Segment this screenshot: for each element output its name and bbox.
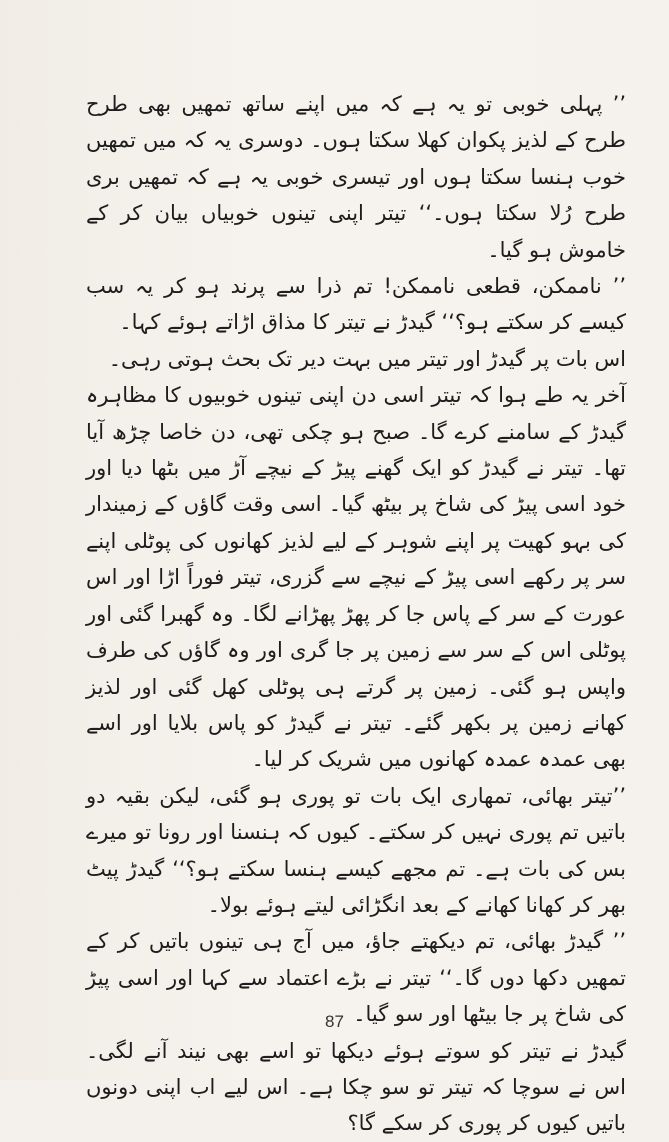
paragraph-4: آخر یہ طے ہوا کہ تیتر اسی دن اپنی تینوں خوبیوں کا مظاہرہ گیدڑ کے سامنے کرے گا۔ صبح ہو چکی تھی، دن خاصا چڑھ آیا تھا۔ تیتر نے گیدڑ کو ایک گھنے پیڑ کے نیچے آڑ میں بٹھا دیا اور خود اسی پیڑ کی شاخ پر بیٹھ گیا۔ اسی وقت گاؤں کے زمیندار کی بہو کھیت پر اپنے شوہر کے لیے لذیز کھانوں کی پوٹلی اپنے سر پر رکھے اسی پیڑ کے نیچے سے گزری، تیتر فوراً اڑا اور اس عورت کے سر کے پاس جا کر پھڑ پھڑانے لگا۔ وہ گھبرا گئی اور پوٹلی اس کے سر سے زمین پر جا گری اور وہ گاؤں کی طرف واپس ہو گئی۔ زمین پر گرتے ہی پوٹلی کھل گئی اور لذیز کھانے زمین پر بکھر گئے۔ تیتر نے گیدڑ کو پاس بلایا اور اسے بھی عمدہ عمدہ کھانوں میں شریک کر لیا۔ <box>86 383 626 772</box>
paragraph-6: ’’ گیدڑ بھائی، تم دیکھتے جاؤ، میں آج ہی تینوں باتیں کر کے تمھیں دکھا دوں گا۔‘‘ تیتر نے بڑے اعتماد سے کہا اور اسی پیڑ کی شاخ پر جا بیٹھا اور سو گیا۔ <box>86 929 626 1027</box>
paragraph-1: ’’ پہلی خوبی تو یہ ہے کہ میں اپنے ساتھ تمھیں بھی طرح طرح کے لذیز پکوان کھلا سکتا ہوں۔ دوسری یہ کہ میں تمھیں خوب ہنسا سکتا ہوں اور تیسری خوبی یہ ہے کہ تمھیں بری طرح رُلا سکتا ہوں۔‘‘ تیتر اپنی تینوں خوبیاں بیان کر کے خاموش ہو گیا۔ <box>86 92 626 262</box>
paragraph-2: ’’ ناممکن، قطعی ناممکن! تم ذرا سے پرند ہو کر یہ سب کیسے کر سکتے ہو؟‘‘ گیدڑ نے تیتر کا مذاق اڑاتے ہوئے کہا۔ <box>86 274 626 335</box>
paragraph-5: ’’تیتر بھائی، تمھاری ایک بات تو پوری ہو گئی، لیکن بقیہ دو باتیں تم پوری نہیں کر سکتے۔ کیوں کہ ہنسنا اور رونا تو میرے بس کی بات ہے۔ تم مجھے کیسے ہنسا سکتے ہو؟‘‘ گیدڑ پیٹ بھر کر کھانا کھانے کے بعد انگڑائی لیتے ہوئے بولا۔ <box>86 783 626 917</box>
paragraph-3: اس بات پر گیدڑ اور تیتر میں بہت دیر تک بحث ہوتی رہی۔ <box>108 346 626 371</box>
paragraph-7: گیدڑ نے تیتر کو سوتے ہوئے دیکھا تو اسے بھی نیند آنے لگی۔ اس نے سوچا کہ تیتر تو سو چکا ہے۔ اس لیے اب اپنی دونوں باتیں کیوں کر پوری کر سکے گا؟ <box>86 1038 626 1136</box>
story-text <box>86 86 626 1142</box>
page-number: 87 <box>325 1012 344 1031</box>
